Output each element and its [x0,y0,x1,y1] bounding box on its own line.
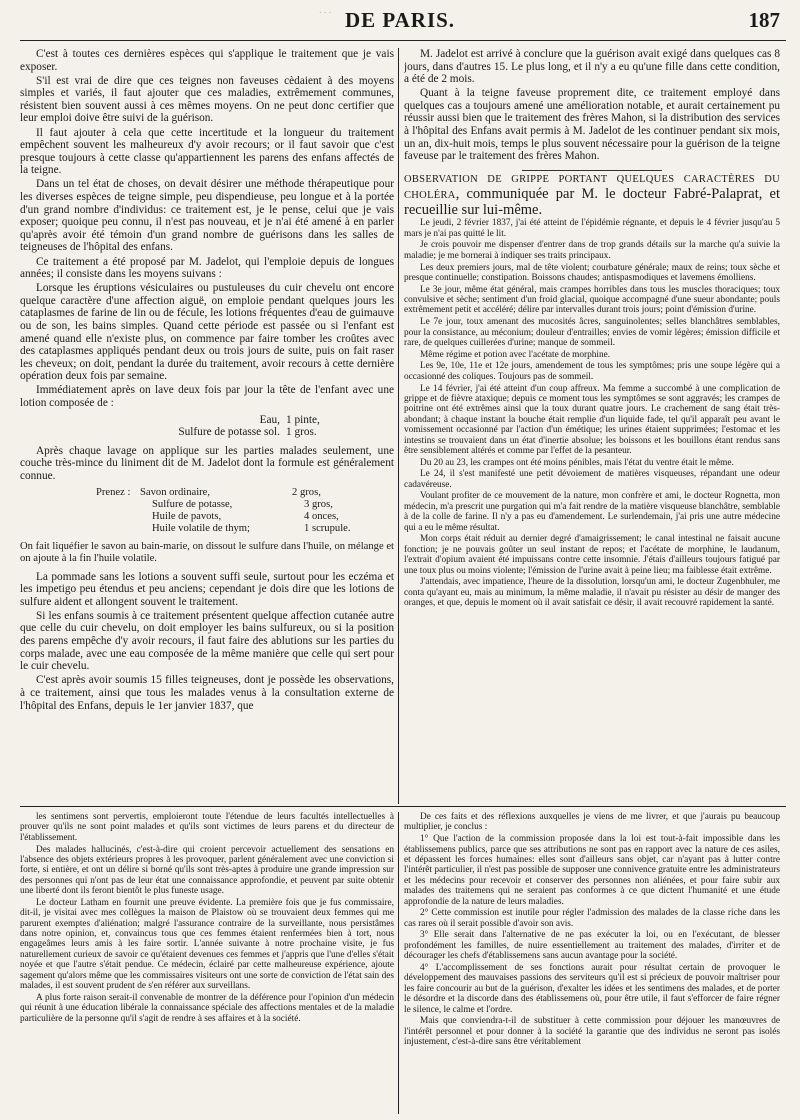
paragraph: Dans un tel état de choses, on devait désirer une méthode thérapeutique pour les diverses espèces de teigne simple, peu dispendieuse, peu longue et à la portée d'un grand nombre d'individus: ce traitement est, je le pense, celui que je vais exposer; quoique peu connu, il n'est pas nouveau, et je n'ai été amené à en parler qu'après avoir été témoin d'un grand nombre de guérisons dans les salles de teigneuses de l'hôpital des enfans. [20,178,394,254]
column-divider [398,48,399,804]
paragraph: S'il est vrai de dire que ces teignes non faveuses cèdaient à des moyens simples et variés, il faut ajouter que ces maladies, extrêmement communes, résistent bien souvent aussi à ces mêmes moyens. On ne peut donc certifier que leur emploi doive être suivi de la guérison. [20,74,394,125]
paragraph: Quant à la teigne faveuse proprement dite, ce traitement employé dans quelques cas a toujours amené une amélioration notable, et aurait certainement pu réussir aussi bien que le traitement des frères Mahon, si la distribution des services à l'hôpital des Enfans avait permis à M. Jadelot de les continuer pendant six mois, un an, dix-huit mois, temps le plus souvent nécessaire pour la guérison de la teigne faveuse par le traitement des frères Mahon. [404,87,780,163]
formula-quantity: 3 gros, [304,498,333,510]
observation-heading-lead: OBSERVATION DE GRIPPE PORTANT QUELQUES CARACTÈRES DU CHOLÉRA [404,173,780,201]
paragraph: Le 3e jour, même état général, mais crampes horribles dans tous les muscles thoraciques; toux convulsive et sèche; sentiment d'un froid glacial, quoique accompagné d'une sueur abondante; pouls extrêmement petit et accéléré; délire par intervalles durant trois jours; point d'émission d'urine. [404,284,780,316]
paragraph: Il faut ajouter à cela que cette incertitude et la longueur du traitement empêchent souvent les malheureux d'y avoir recours; or il faut savoir que c'est presque toujours à cette classe qu'appartiennent les parens des enfans affectés de la teigne. [20,126,394,177]
formula-ingredient: Sulfure de potasse, [152,498,233,510]
paragraph: Du 20 au 23, les crampes ont été moins pénibles, mais l'état du ventre était le même. [420,457,734,468]
header-rule [20,40,786,41]
bottom-right-column [404,812,780,1114]
lotion-formula [130,414,394,439]
formula-ingredient: Sulfure de potasse sol. [178,426,280,439]
paragraph: 4° L'accomplissement de ses fonctions aurait pour résultat certain de provoquer le développement des mauvaises passions des serviteurs qu'il est si précieux de pouvoir maîtriser pour les faire concourir au but de la guérison, d'exalter les idées et les sentimens des malades, et de porter le désordre et la discorde dans des établissemens où, pour être utile, il faut s'efforcer de faire régner le silence, le calme et l'ordre. [404,962,780,1015]
formula-quantity: 1 pinte, [286,413,320,426]
paragraph: Voulant profiter de ce mouvement de la nature, mon confrère et ami, le docteur Rognetta, mon médecin, m'a prescrit une purgation qui m'a fait rendre de la matière visqueuse blanchâtre, semblable à de la colle de farine. Il n'y a pas eu d'amendement. Le surlendemain, j'ai pris une autre médecine qui a eu le même résultat. [404,491,780,533]
paragraph: Le docteur Latham en fournit une preuve évidente. La première fois que je fus commissaire, dit-il, je visitai avec mes collègues la maison de Plaistow où se trouvaient deux femmes qui me parurent exemptes d'aliénation; malgré l'assurance contraire de la surveillante, nous persistâmes dans notre opinion, et, convaincus tous que ces femmes étaient renfermées bien à tort, nous engageâmes leurs amis à les faire sortir. L'année suivante à notre prochaine visite, je fus naturellement curieux de savoir ce qu'étaient devenues ces femmes et j'appris que l'une d'elles s'était noyée et que l'autre s'était pendue. Ce médecin, éclairé par cette malheureuse expérience, ajoute sagement qu'alors même que les commissaires visiteurs ont une sorte de conviction de l'état sain des malades, il est souvent prudent de s'en référer aux surveillans. [20,897,394,992]
paragraph: C'est à toutes ces dernières espèces qui s'applique le traitement que je vais exposer. [20,48,394,73]
formula-note: On fait liquéfier le savon au bain-marie, on dissout le sulfure dans l'huile, on mélange et on ajoute à la fin l'huile volatile. [20,540,394,564]
formula-ingredient: Eau, [259,413,280,426]
formula-row [96,487,394,499]
paragraph: Mais que conviendra-t-il de substituer à cette commission pour déjouer les manœuvres de l'intérêt personnel et pour donner à la société la garantie que des individus ne seront pas isolés injustement, c'est-à-dire sans être véritablement [404,1016,780,1048]
paragraph: Des malades hallucinés, c'est-à-dire qui croient percevoir actuellement des sensations en l'absence des objets extérieurs propres à les provoquer, parlent généralement avec une conviction si forte, si entière, et ont un délire si borné qu'ils sont très-aptes à produire une grande impression sur des personnes qui n'ont pas de leur état une connaissance approfondie, et peuvent par suite obtenir une liberté dont ils feront bientôt le plus funeste usage. [20,844,394,897]
observation-heading-rest: , communiquée par M. le docteur Fabré-Palaprat, et recueillie sur lui-même. [404,185,780,218]
observation-body [404,218,780,608]
running-title: DE PARIS. [344,8,456,32]
observation-heading [404,171,780,217]
paragraph: Le 14 février, j'ai été atteint d'un coup affreux. Ma femme a succombé à une complication de grippe et de fièvre ataxique; depuis ce moment tous les symptômes se sont aggravés; les crampes de poitrine ont été extrêmes ainsi que la toux durant quatre jours. Le crachement de sang était très-abondant; à chaque instant la bouche était remplie d'un liquide fade, tel qu'il apparaît peu avant le vomissement occasionné par l'action d'un émétique; les urines étaient supprimées; l'estomac et les intestins se trouvaient dans un état d'inertie absolue; les boissons et les bouillons étant rendus sans être sensiblement altérés et comme par l'effet de la pesanteur. [404,383,780,456]
formula-lead: Prenez : [96,486,131,498]
formula-row [130,414,394,427]
paragraph: Lorsque les éruptions vésiculaires ou pustuleuses du cuir chevelu ont encore quelque caractère d'une affection aiguë, on emploie pendant quelques jours les cataplasmes de farine de lin ou de fécule, les lotions fréquentes d'eau de guimauve ou de son, les bains simples. Quand cette période est passée ou si l'enfant est amené quand elle n'existe plus, on commence par faire tomber les croûtes avec des cataplasmes appliqués pendant deux ou trois jours de suite, puis on fait raser les cheveux; on doit, pendant la durée du traitement, avoir recours à cette dernière opération deux fois par semaine. [20,282,394,383]
page-header [14,6,786,36]
formula-quantity: 1 scrupule. [304,522,351,534]
paragraph: Ce traitement a été proposé par M. Jadelot, qui l'emploie depuis de longues années; il consiste dans les moyens suivans : [20,255,394,281]
formula-quantity: 4 onces, [304,510,339,522]
formula-row [96,499,394,511]
column-divider-bottom [398,812,399,1114]
formula-ingredient: Huile de pavots, [152,510,222,522]
formula-ingredient: Savon ordinaire, [140,486,211,498]
paragraph: De ces faits et des réflexions auxquelles je viens de me livrer, et que j'aurais pu beaucoup multiplier, je conclus : [404,812,780,833]
formula-row [96,523,394,535]
page-number: 187 [748,8,780,32]
formula-row [130,426,394,439]
top-right-column [404,48,780,800]
paragraph: Le 24, il s'est manifesté une petit dévoiement de matières visqueuses, répandant une odeur cadavéreuse. [404,469,780,490]
paragraph: 1° Que l'action de la commission proposée dans la loi est tout-à-fait impossible dans les établissemens publics, parce que ses attributions ne sont pas en rapport avec la nature de ces asiles, et dépassent les forces humaines: elles sont d'ailleurs sans objet, car n'ayant pas à lutter contre l'intérêt particulier, il n'est pas possible de supposer une connivence gratuite entre les administrateurs et les médecins pour recevoir et conserver des personnes non aliénées, et pour faire subir aux malades des traitemens qui ne seraient pas conformes à ce que dictent l'humanité et une étude approfondie de la nature de leurs maladies. [404,834,780,907]
paragraph: Les 9e, 10e, 11e et 12e jours, amendement de tous les symptômes; pris une soupe légère qui a occasionné des coliques. Toujours pas de sommeil. [404,361,780,382]
paragraph: A plus forte raison serait-il convenable de montrer de la déférence pour l'opinion d'un médecin qui réunit à une éducation libérale la connaissance spéciale des affections mentales et de la maladie particulière de la personne qu'il s'agit de rendre à ses affaires et à la société. [20,992,394,1024]
paragraph: J'attendais, avec impatience, l'heure de la dissolution, lorsqu'un ami, le docteur Zugenbhuler, me conta qu'ayant eu, mais au minimum, la même maladie, il n'avait pu résister au désir de manger des oranges, et que, depuis le moment où il avait satisfait ce désir, il avait recouvré rapidement la santé. [404,577,780,609]
formula-row [96,511,394,523]
paragraph: La pommade sans les lotions a souvent suffi seule, surtout pour les eczéma et les impetigo peu étendus et peu anciens; cependant je dois dire que les lotions de sulfure aident et allongent souvent le traitement. [20,570,394,608]
paragraph: Les deux premiers jours, mal de tête violent; courbature générale; maux de reins; toux sèche et presque continuelle; constipation. Boissons chaudes; antispasmodiques et lavemens émolliens. [404,262,780,283]
paragraph: 2° Cette commission est inutile pour régler l'admission des malades de la classe riche dans les cas rares où il serait possible d'avoir son avis. [404,908,780,929]
mid-rule [20,806,786,807]
formula-quantity: 1 gros. [286,426,317,439]
show-through-text: ... [319,4,334,16]
paragraph: Même régime et potion avec l'acétate de morphine. [420,349,611,360]
liniment-formula [96,487,394,535]
paragraph: Le jeudi, 2 février 1837, j'ai été atteint de l'épidémie régnante, et depuis le 4 février jusqu'au 5 mars je n'ai pas quitté le lit. [404,218,780,239]
paragraph: Si les enfans soumis à ce traitement présentent quelque affection cutanée autre que celle du cuir chevelu, on doit employer les bains sulfureux, ou si la position des parens empêche d'y avoir recours, il faut faire des ablutions sur les parties du corps malade, avec une eau composée de la même manière que celle qui sert pour le cuir chevelu. [20,609,394,673]
paragraph: Après chaque lavage on applique sur les parties malades seulement, une couche très-mince du liniment dit de M. Jadelot dont la formule est généralement connue. [20,444,394,482]
paragraph: C'est après avoir soumis 15 filles teigneuses, dont je possède les observations, à ce traitement, ainsi que tous les malades venus à la consultation externe de l'hôpital des Enfans, depuis le 1er janvier 1837, que [20,674,394,712]
paragraph: Je crois pouvoir me dispenser d'entrer dans de trop grands détails sur la marche qu'a suivie la maladie; je me bornerai à indiquer ses traits principaux. [404,240,780,261]
top-left-column [20,48,394,800]
formula-ingredient: Huile volatile de thym; [152,522,250,534]
paragraph: M. Jadelot est arrivé à conclure que la guérison avait exigé dans quelques cas 8 jours, dans d'autres 15. Le plus long, et il n'y a eu qu'une fille dans cette condition, a été de 2 mois. [404,48,780,86]
paragraph: Immédiatement après on lave deux fois par jour la tête de l'enfant avec une lotion composée de : [20,384,394,410]
paragraph: Mon corps était réduit au dernier degré d'amaigrissement; le canal intestinal ne faisait aucune fonction; je ne pouvais goûter un seul instant de repos; et l'acétate de morphine, le laudanum, l'extrait d'opium avaient été impuissans contre cette insomnie. J'étais d'ailleurs toujours fatigué par une toux plus ou moins violente; l'émission de l'urine avait à peine lieu; ma faiblesse était extrême. [404,534,780,576]
formula-quantity: 2 gros, [292,486,321,498]
bottom-left-column [20,812,394,1114]
paragraph: Le 7e jour, toux amenant des mucosités âcres, sanguinolentes; selles blanchâtres semblables, pour la consistance, au méconium; douleur d'entrailles; envies de vomir légères; émission difficile et rare, de quelques cuillerées d'urine; manque de sommeil. [404,317,780,348]
paragraph: les sentimens sont pervertis, emploieront toute l'étendue de leurs facultés intellectuelles à prouver qu'ils ne sont point malades et qu'ils sont victimes de leurs parens et du directeur de l'établissement. [20,812,394,843]
paragraph: 3° Elle serait dans l'alternative de ne pas exécuter la loi, ou en l'exécutant, de blesser profondément les familles, de nuire essentiellement au traitement des malades, d'irriter et de décourager les chefs d'établissemens sans aucun avantage pour la société. [404,930,780,962]
